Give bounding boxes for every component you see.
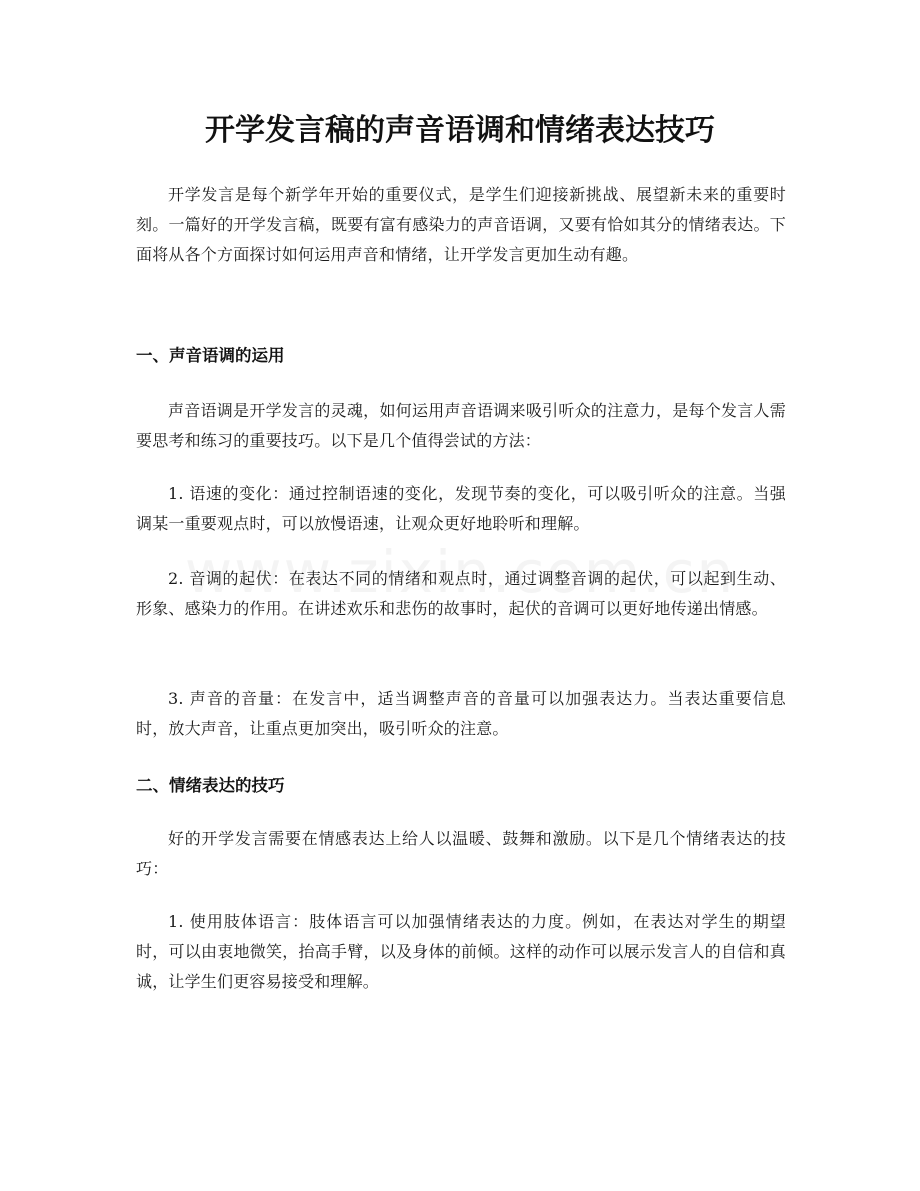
intro-paragraph: 开学发言是每个新学年开始的重要仪式，是学生们迎接新挑战、展望新未来的重要时刻。一篇好的开学发言稿，既要有富有感染力的声音语调，又要有恰如其分的情绪表达。下面将从各个方面探讨如何运用声音和情绪，让开学发言更加生动有趣。: [136, 185, 786, 264]
document-title: 开学发言稿的声音语调和情绪表达技巧: [205, 113, 715, 148]
section-heading-voice: 一、声音语调的运用: [136, 346, 285, 365]
list-item-volume: 3. 声音的音量：在发言中，适当调整声音的音量可以加强表达力。当表达重要信息时，放大声音，让重点更加突出，吸引听众的注意。: [136, 689, 786, 738]
section-voice-intro: 声音语调是开学发言的灵魂，如何运用声音语调来吸引听众的注意力，是每个发言人需要思考和练习的重要技巧。以下是几个值得尝试的方法：: [136, 401, 786, 450]
list-item-body-language: 1. 使用肢体语言：肢体语言可以加强情绪表达的力度。例如，在表达对学生的期望时，可以由衷地微笑，抬高手臂，以及身体的前倾。这样的动作可以展示发言人的自信和真诚，让学生们更容易接受和理解。: [136, 912, 786, 991]
list-item-speech-rate: 1. 语速的变化：通过控制语速的变化，发现节奏的变化，可以吸引听众的注意。当强调某一重要观点时，可以放慢语速，让观众更好地聆听和理解。: [136, 484, 786, 533]
list-item-pitch: 2. 音调的起伏：在表达不同的情绪和观点时，通过调整音调的起伏，可以起到生动、形象、感染力的作用。在讲述欢乐和悲伤的故事时，起伏的音调可以更好地传递出情感。: [136, 569, 786, 618]
section-emotion-intro: 好的开学发言需要在情感表达上给人以温暖、鼓舞和激励。以下是几个情绪表达的技巧：: [136, 829, 786, 878]
section-heading-emotion: 二、情绪表达的技巧: [136, 776, 285, 795]
